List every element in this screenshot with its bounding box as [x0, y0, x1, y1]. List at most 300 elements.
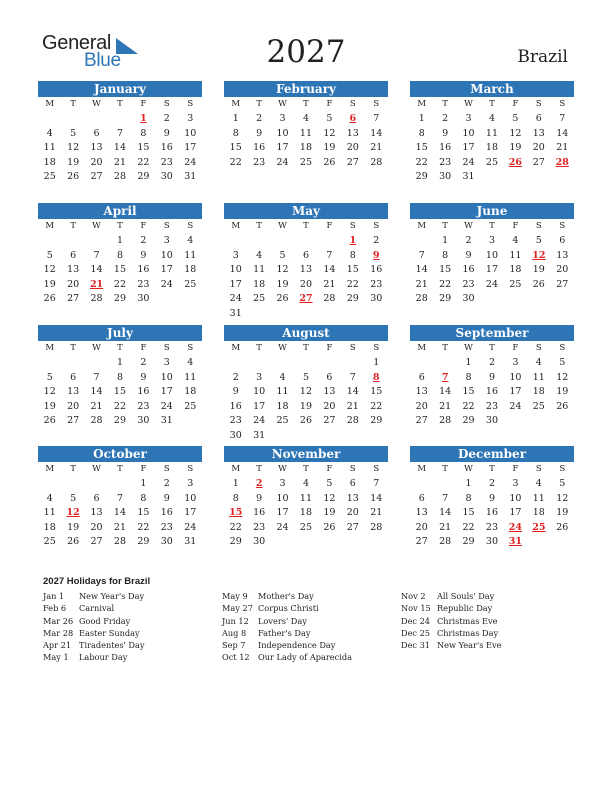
day-cell: 18 — [485, 142, 499, 154]
weekday-header: S — [187, 343, 194, 353]
month-grid — [410, 462, 574, 550]
holiday-day: 28 — [555, 156, 569, 168]
empty-day — [85, 234, 108, 249]
empty-day — [224, 356, 247, 371]
day-cell: 10 — [184, 492, 197, 504]
day-cell: 25 — [253, 293, 266, 305]
holiday-day: 15 — [229, 507, 243, 519]
day-cell: 11 — [184, 371, 197, 383]
day-cell: 7 — [418, 249, 425, 261]
day-cell: 2 — [232, 371, 239, 383]
day-cell: 23 — [485, 400, 499, 412]
day-cell: 13 — [90, 142, 103, 154]
day-cell: 28 — [346, 415, 359, 427]
weekday-header: T — [442, 99, 448, 109]
empty-day — [38, 477, 61, 492]
weekday-header: T — [442, 221, 448, 231]
day-cell: 20 — [346, 507, 359, 519]
weekday-header: M — [417, 221, 427, 231]
day-cell: 1 — [418, 113, 425, 124]
day-cell: 27 — [346, 156, 359, 168]
weekday-header: T — [117, 221, 123, 231]
weekday-header: F — [512, 99, 519, 109]
day-cell: 21 — [439, 521, 452, 533]
holiday-column — [43, 590, 213, 664]
holiday-entry — [43, 590, 213, 602]
day-cell: 3 — [465, 113, 472, 124]
day-cell: 19 — [323, 142, 336, 154]
weekday-header: T — [489, 343, 495, 353]
day-cell: 14 — [346, 386, 359, 398]
day-cell: 7 — [116, 127, 123, 139]
day-cell: 16 — [137, 386, 150, 398]
day-cell: 15 — [113, 264, 127, 276]
day-cell: 10 — [160, 371, 173, 383]
day-cell: 2 — [140, 357, 147, 368]
day-cell: 16 — [439, 142, 452, 154]
day-cell: 23 — [462, 278, 475, 290]
day-cell: 5 — [559, 478, 566, 489]
weekday-header: W — [464, 343, 473, 353]
day-cell: 28 — [113, 536, 127, 548]
weekday-header: M — [231, 343, 241, 353]
day-cell: 13 — [556, 249, 569, 261]
day-cell: 13 — [299, 264, 313, 276]
day-cell: 30 — [370, 293, 383, 305]
day-cell: 8 — [442, 249, 449, 261]
day-cell: 25 — [184, 278, 197, 290]
day-cell: 23 — [160, 156, 173, 168]
day-cell: 21 — [323, 278, 336, 290]
day-cell: 3 — [163, 357, 170, 368]
day-cell: 17 — [509, 507, 522, 519]
day-cell: 22 — [137, 521, 150, 533]
day-cell: 13 — [67, 386, 80, 398]
day-cell: 31 — [184, 536, 197, 548]
holiday-date: Oct 12 — [222, 652, 250, 663]
day-cell: 14 — [439, 386, 452, 398]
day-cell: 26 — [43, 293, 56, 305]
day-cell: 11 — [276, 386, 289, 398]
holiday-day: 24 — [508, 521, 523, 533]
day-cell: 22 — [113, 278, 127, 290]
holiday-day: 12 — [532, 249, 546, 261]
day-cell: 13 — [346, 492, 359, 504]
weekday-header: F — [326, 99, 333, 109]
day-cell: 5 — [512, 113, 519, 124]
day-cell: 10 — [160, 249, 173, 261]
day-cell: 11 — [509, 249, 522, 261]
day-cell: 24 — [160, 400, 173, 412]
day-cell: 29 — [137, 171, 150, 183]
empty-day — [294, 356, 317, 371]
day-cell: 22 — [462, 521, 475, 533]
day-cell: 23 — [160, 521, 173, 533]
day-cell: 12 — [67, 142, 80, 154]
day-cell: 28 — [439, 415, 452, 427]
holiday-column — [222, 590, 392, 664]
day-cell: 4 — [46, 127, 53, 139]
day-cell: 24 — [276, 156, 289, 168]
holiday-name: New Year's Eve — [437, 640, 502, 651]
day-cell: 25 — [299, 521, 313, 533]
day-cell: 1 — [442, 235, 449, 246]
day-cell: 7 — [116, 492, 123, 504]
day-cell: 3 — [279, 478, 286, 489]
weekday-header: T — [70, 221, 76, 231]
day-cell: 8 — [140, 492, 147, 504]
weekday-header: W — [92, 343, 101, 353]
day-cell: 14 — [370, 492, 383, 504]
day-cell: 15 — [462, 507, 475, 519]
month-september — [410, 325, 574, 429]
day-cell: 15 — [370, 386, 383, 398]
day-cell: 17 — [184, 142, 197, 154]
day-cell: 29 — [462, 536, 475, 548]
day-cell: 4 — [279, 371, 286, 383]
day-cell: 20 — [415, 521, 428, 533]
holiday-name: Mother's Day — [258, 591, 314, 601]
day-cell: 24 — [509, 400, 522, 412]
day-cell: 22 — [229, 521, 242, 533]
day-cell: 26 — [67, 171, 80, 183]
day-cell: 27 — [90, 171, 103, 183]
day-cell: 2 — [442, 113, 449, 124]
day-cell: 17 — [276, 507, 289, 519]
holiday-date: Mar 28 — [43, 627, 74, 638]
weekday-header: W — [278, 221, 287, 231]
day-cell: 11 — [299, 492, 313, 504]
calendar-year: 2027 — [266, 34, 346, 70]
day-cell: 23 — [253, 521, 266, 533]
month-header: February — [224, 81, 388, 97]
weekday-header: S — [559, 221, 566, 231]
day-cell: 2 — [256, 113, 263, 124]
day-cell: 1 — [232, 113, 239, 124]
holiday-day: 26 — [508, 156, 523, 168]
month-header: December — [410, 446, 574, 462]
weekday-header: S — [373, 221, 380, 231]
day-cell: 21 — [415, 278, 428, 290]
month-grid — [224, 462, 388, 550]
holiday-date: Dec 25 — [401, 627, 431, 638]
day-cell: 30 — [137, 415, 150, 427]
day-cell: 14 — [370, 127, 383, 139]
weekday-header: S — [349, 221, 356, 231]
day-cell: 14 — [439, 507, 452, 519]
day-cell: 9 — [232, 386, 239, 398]
weekday-header: M — [417, 343, 427, 353]
day-cell: 22 — [462, 400, 475, 412]
empty-day — [318, 356, 341, 371]
day-cell: 15 — [229, 142, 242, 154]
day-cell: 18 — [276, 400, 289, 412]
day-cell: 10 — [509, 492, 522, 504]
holiday-date: Nov 15 — [401, 603, 431, 614]
holiday-name: Good Friday — [79, 615, 131, 626]
holiday-name: Christmas Day — [437, 627, 499, 638]
day-cell: 11 — [43, 142, 56, 154]
day-cell: 16 — [253, 142, 266, 154]
empty-day — [38, 356, 61, 371]
holidays-title: 2027 Holidays for Brazil — [43, 576, 151, 587]
day-cell: 6 — [93, 127, 100, 139]
day-cell: 30 — [462, 293, 475, 305]
day-cell: 7 — [559, 113, 566, 124]
day-cell: 6 — [93, 492, 100, 504]
day-cell: 27 — [415, 536, 428, 548]
day-cell: 19 — [43, 278, 56, 290]
day-cell: 13 — [346, 127, 359, 139]
day-cell: 13 — [90, 507, 103, 519]
weekday-header: T — [489, 221, 495, 231]
day-cell: 27 — [532, 156, 545, 168]
day-cell: 9 — [465, 249, 472, 261]
day-cell: 15 — [439, 264, 452, 276]
day-cell: 29 — [370, 415, 383, 427]
weekday-header: F — [512, 221, 519, 231]
day-cell: 19 — [323, 507, 336, 519]
day-cell: 17 — [184, 507, 197, 519]
day-cell: 8 — [349, 249, 356, 261]
weekday-header: W — [92, 221, 101, 231]
day-cell: 11 — [253, 264, 266, 276]
holiday-date: Mar 26 — [43, 615, 74, 626]
day-cell: 11 — [43, 507, 56, 519]
day-cell: 22 — [346, 278, 359, 290]
weekday-header: S — [535, 99, 542, 109]
day-cell: 18 — [299, 507, 313, 519]
day-cell: 24 — [184, 156, 197, 168]
weekday-header: T — [303, 221, 309, 231]
day-cell: 28 — [90, 293, 103, 305]
weekday-header: W — [464, 464, 473, 474]
day-cell: 9 — [488, 492, 495, 504]
weekday-header: T — [489, 464, 495, 474]
month-header: March — [410, 81, 574, 97]
weekday-header: W — [464, 99, 473, 109]
day-cell: 9 — [140, 249, 147, 261]
day-cell: 12 — [556, 492, 569, 504]
day-cell: 3 — [512, 478, 519, 489]
day-cell: 4 — [302, 113, 309, 124]
day-cell: 28 — [90, 415, 103, 427]
day-cell: 27 — [90, 536, 103, 548]
weekday-header: T — [256, 221, 262, 231]
month-february — [224, 81, 388, 170]
empty-day — [318, 234, 341, 249]
weekday-header: M — [45, 464, 55, 474]
weekday-header: S — [373, 464, 380, 474]
weekday-header: T — [489, 99, 495, 109]
holiday-day: 7 — [441, 371, 449, 383]
day-cell: 8 — [140, 127, 147, 139]
day-cell: 3 — [187, 478, 194, 489]
day-cell: 2 — [140, 235, 147, 246]
day-cell: 26 — [556, 521, 569, 533]
day-cell: 7 — [373, 113, 380, 124]
day-cell: 19 — [67, 156, 80, 168]
day-cell: 5 — [70, 492, 77, 504]
day-cell: 20 — [299, 278, 313, 290]
day-cell: 20 — [323, 400, 336, 412]
day-cell: 11 — [532, 492, 545, 504]
day-cell: 4 — [256, 249, 263, 261]
holiday-name: Labour Day — [79, 652, 128, 663]
day-cell: 23 — [137, 400, 150, 412]
weekday-header: M — [231, 221, 241, 231]
day-cell: 15 — [137, 507, 150, 519]
day-cell: 9 — [442, 127, 449, 139]
day-cell: 7 — [442, 492, 449, 504]
weekday-header: F — [140, 99, 147, 109]
weekday-header: S — [535, 464, 542, 474]
day-cell: 9 — [163, 492, 170, 504]
day-cell: 12 — [556, 371, 569, 383]
month-header: July — [38, 325, 202, 341]
month-header: September — [410, 325, 574, 341]
day-cell: 1 — [232, 478, 239, 489]
weekday-header: M — [45, 99, 55, 109]
day-cell: 19 — [556, 386, 569, 398]
holiday-day: 8 — [372, 371, 380, 383]
empty-day — [61, 477, 84, 492]
day-cell: 8 — [116, 249, 123, 261]
empty-day — [294, 234, 317, 249]
holiday-entry — [222, 590, 392, 602]
day-cell: 18 — [253, 278, 266, 290]
day-cell: 7 — [349, 371, 356, 383]
holiday-day: 21 — [89, 278, 104, 290]
day-cell: 3 — [279, 113, 286, 124]
weekday-header: S — [187, 464, 194, 474]
weekday-header: S — [373, 343, 380, 353]
day-cell: 7 — [93, 249, 100, 261]
day-cell: 4 — [512, 235, 519, 246]
day-cell: 18 — [184, 264, 197, 276]
weekday-header: S — [535, 343, 542, 353]
day-cell: 18 — [43, 521, 56, 533]
weekday-header: T — [442, 464, 448, 474]
empty-day — [410, 234, 433, 249]
weekday-header: S — [373, 99, 380, 109]
day-cell: 3 — [512, 357, 519, 368]
day-cell: 25 — [532, 400, 545, 412]
holiday-name: Christmas Eve — [437, 615, 498, 626]
day-cell: 18 — [532, 507, 545, 519]
weekday-header: T — [70, 99, 76, 109]
month-header: November — [224, 446, 388, 462]
empty-day — [38, 112, 61, 127]
weekday-header: S — [163, 99, 170, 109]
month-grid — [224, 341, 388, 444]
day-cell: 21 — [90, 400, 103, 412]
day-cell: 23 — [370, 278, 383, 290]
holiday-date: Jan 1 — [43, 591, 65, 601]
day-cell: 19 — [556, 507, 569, 519]
holiday-date: May 1 — [43, 652, 69, 663]
day-cell: 10 — [276, 492, 289, 504]
weekday-header: S — [349, 343, 356, 353]
empty-day — [247, 234, 270, 249]
day-cell: 16 — [253, 507, 266, 519]
day-cell: 1 — [140, 478, 147, 489]
day-cell: 14 — [113, 507, 127, 519]
day-cell: 2 — [488, 357, 495, 368]
holiday-date: Nov 2 — [401, 591, 426, 601]
weekday-header: T — [256, 464, 262, 474]
holiday-name: Corpus Christi — [258, 603, 319, 614]
day-cell: 28 — [323, 293, 336, 305]
holiday-date: Feb 6 — [43, 603, 67, 614]
empty-day — [85, 477, 108, 492]
day-cell: 5 — [46, 249, 53, 261]
weekday-header: T — [117, 464, 123, 474]
day-cell: 25 — [184, 400, 197, 412]
holiday-name: Republic Day — [437, 603, 493, 614]
day-cell: 28 — [370, 156, 383, 168]
holiday-entry — [222, 639, 392, 651]
day-cell: 3 — [187, 113, 194, 124]
day-cell: 29 — [113, 293, 127, 305]
day-cell: 28 — [113, 171, 127, 183]
day-cell: 12 — [43, 264, 56, 276]
day-cell: 5 — [70, 127, 77, 139]
month-grid — [224, 97, 388, 170]
holiday-name: All Souls' Day — [437, 591, 495, 601]
day-cell: 4 — [488, 113, 495, 124]
day-cell: 6 — [70, 249, 77, 261]
day-cell: 20 — [532, 142, 545, 154]
day-cell: 22 — [113, 400, 127, 412]
day-cell: 16 — [160, 507, 173, 519]
weekday-header: S — [187, 221, 194, 231]
day-cell: 4 — [535, 357, 542, 368]
day-cell: 20 — [556, 264, 569, 276]
holiday-day: 6 — [349, 113, 357, 124]
day-cell: 31 — [462, 171, 475, 183]
holiday-date: Jun 12 — [222, 615, 249, 626]
empty-day — [247, 356, 270, 371]
day-cell: 31 — [229, 307, 242, 319]
day-cell: 26 — [299, 415, 313, 427]
holiday-entry — [43, 639, 213, 651]
day-cell: 20 — [67, 400, 80, 412]
country-name: Brazil — [517, 47, 568, 67]
day-cell: 6 — [70, 371, 77, 383]
holiday-day: 9 — [372, 249, 380, 261]
day-cell: 16 — [485, 507, 499, 519]
day-cell: 4 — [187, 357, 194, 368]
day-cell: 12 — [276, 264, 289, 276]
weekday-header: F — [326, 221, 333, 231]
day-cell: 25 — [299, 156, 313, 168]
empty-day — [410, 356, 433, 371]
day-cell: 6 — [418, 492, 425, 504]
holiday-day: 27 — [299, 293, 313, 305]
holiday-entry — [401, 602, 571, 614]
day-cell: 17 — [160, 386, 173, 398]
holiday-entry — [43, 651, 213, 663]
empty-day — [410, 477, 433, 492]
empty-day — [85, 112, 108, 127]
day-cell: 24 — [462, 156, 475, 168]
day-cell: 28 — [370, 521, 383, 533]
empty-day — [271, 234, 294, 249]
empty-day — [433, 477, 456, 492]
month-grid — [410, 219, 574, 307]
day-cell: 4 — [302, 478, 309, 489]
